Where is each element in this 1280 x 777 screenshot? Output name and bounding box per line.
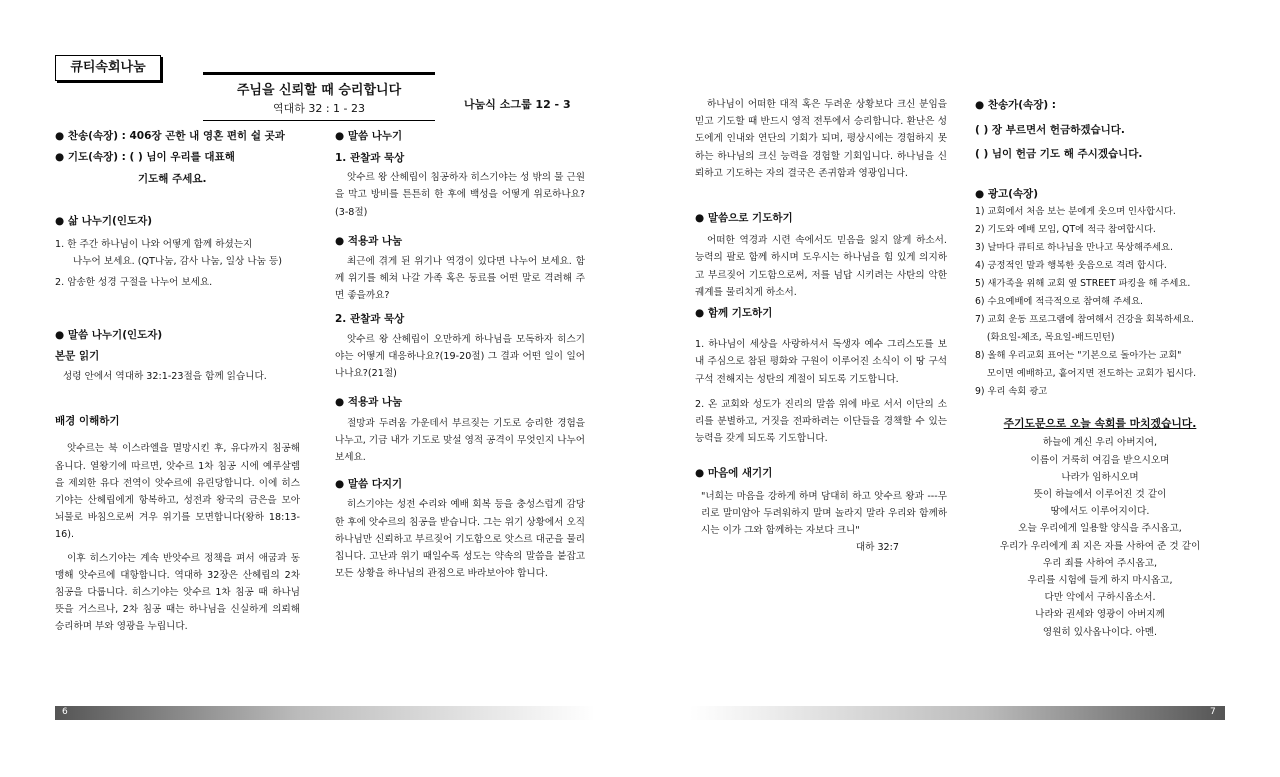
announcement-item: 3) 날마다 큐티로 하나님을 만나고 묵상해주세요. xyxy=(975,242,1173,254)
lords-prayer-line: 오늘 우리에게 일용할 양식을 주시옵고, xyxy=(1018,523,1182,535)
lords-prayer-line: 나라와 권세와 영광이 아버지께 xyxy=(1035,609,1165,621)
prayer-line-2: 기도해 주세요. xyxy=(138,173,207,185)
word-title: ● 말씀 나누기 xyxy=(335,130,403,142)
page-number-right: 7 xyxy=(1210,707,1216,717)
announcement-item: 1) 교회에서 처음 보는 분에게 웃으며 인사합시다. xyxy=(975,206,1176,218)
lords-prayer-line: 하늘에 계신 우리 아버지여, xyxy=(1042,437,1158,449)
life-item-2: 2. 암송한 성경 구절을 나누어 보세요. xyxy=(55,277,213,289)
lords-prayer-line: 다만 악에서 구하시옵소서. xyxy=(1044,592,1156,604)
background-paragraph-2: 이후 히스기야는 계속 반앗수르 정책을 펴서 애굽과 동맹해 앗수르에 대항합니다. 역대하 32장은 산헤립의 2차 침공을 다룹니다. 히스기야는 앗수르 1차 침공 때 하나님 뜻을 거스르나, 2차 침공 때는 하나님을 신실하게 의뢰해 승리하며 부와 영광을 누립니다. xyxy=(55,552,300,633)
lords-prayer-line: 땅에서도 이루어지이다. xyxy=(1050,506,1150,518)
lords-prayer-line: 우리 죄를 사하여 주시옵고, xyxy=(1042,557,1158,569)
life-sharing-title: ● 삶 나누기(인도자) xyxy=(55,215,153,227)
column-4 xyxy=(975,96,1225,641)
background-title: 배경 이해하기 xyxy=(55,415,120,428)
together-title: ● 함께 기도하기 xyxy=(695,307,773,320)
pray-word-title: ● 말씀으로 기도하기 xyxy=(695,212,793,225)
application-1-text: 최근에 겪게 된 위기나 역경이 있다면 나누어 보세요. 함께 위기를 헤쳐 나갈 가족 혹은 동료를 어떤 말로 격려해 주면 좋을까요? xyxy=(335,256,585,302)
footer-bar-right xyxy=(690,706,1225,720)
intro-text: 하나님이 어떠한 대적 혹은 두려운 상황보다 크신 분임을 믿고 기도할 때 반드시 영적 전투에서 승리합니다. 환난은 성도에게 인내와 연단의 기회가 되며, 평상시에는 경험하지 못하는 하나님의 크신 능력을 경험할 기회입니다. 하나님을 신뢰하고 기도하는 자의 결국은 존귀함과 영광입니다. xyxy=(695,99,947,179)
footer-bar-left xyxy=(55,706,595,720)
life-item-1-cont: 나누어 보세요. (QT나눔, 감사 나눔, 일상 나눔 등) xyxy=(73,256,282,268)
column-2 xyxy=(335,126,585,582)
lords-prayer-line: 이름이 거룩히 여김을 받으시오며 xyxy=(1030,454,1170,466)
page-title: 주님을 신뢰할 때 승리합니다 xyxy=(236,83,402,98)
column-1 xyxy=(55,126,300,636)
lords-prayer-line: 영원히 있사옵나이다. 아멘. xyxy=(1042,626,1158,638)
section-tag: 큐티속회나눔 xyxy=(55,55,161,81)
announcements-title: ● 광고(속장) xyxy=(975,188,1038,200)
announcement-item: 4) 긍정적인 말과 행복한 웃음으로 격려 합시다. xyxy=(975,260,1167,272)
together-item-1: 1. 하나님이 세상을 사랑하셔서 독생자 예수 그리스도를 보내 주심으로 참된 평화와 구원이 이루어진 소식이 이 땅 구석구석 전해지는 성탄의 계절이 되도록 기도합니다. xyxy=(695,339,947,385)
column-3 xyxy=(695,96,947,556)
together-item-2: 2. 온 교회와 성도가 진리의 말씀 위에 바로 서서 이단의 소리를 분별하고, 거짓을 전파하려는 이단들을 경책할 수 있는 능력을 갖게 되도록 기도합니다. xyxy=(695,398,947,445)
life-item-1: 1. 한 주간 하나님이 나와 어떻게 함께 하셨는지 xyxy=(55,239,253,250)
offering-line: ( ) 장 부르면서 헌금하겠습니다. xyxy=(975,124,1125,136)
lords-prayer-title: 주기도문으로 오늘 속회를 마치겠습니다. xyxy=(1003,417,1197,431)
announcement-item: 8) 올해 우리교회 표어는 "기본으로 돌아가는 교회" xyxy=(975,350,1182,362)
announcement-item: 6) 수요예배에 적극적으로 참여해 주세요. xyxy=(975,296,1144,308)
lords-prayer xyxy=(975,434,1225,640)
lords-prayer-line: 우리를 시험에 들게 하지 마시옵고, xyxy=(1027,575,1173,587)
announcement-item: 9) 우리 속회 광고 xyxy=(975,386,1048,398)
lords-prayer-line: 뜻이 하늘에서 이루어진 것 같이 xyxy=(1033,489,1167,501)
observation-2-text: 앗수르 왕 산헤립이 오만하게 하나님을 모독하자 히스기야는 어떻게 대응하나요?(19-20절) 그 결과 어떤 일이 일어나나요?(21절) xyxy=(335,333,585,380)
background-paragraph-1: 앗수르는 북 이스라엘을 멸망시킨 후, 유다까지 침공해 옵니다. 열왕기에 따르면, 앗수르 1차 침공 시에 예루살렘을 제외한 유다 전역이 앗수르에 유린당합니다. 이에 히스기야는 산헤립에게 항복하고, 성전과 왕국의 금은을 모아 뇌물로 바침으로써 겨우 위기를 모면합니다(왕하 18:13-16). xyxy=(55,443,300,541)
offering-hymn-title: ● 찬송가(속장) : xyxy=(975,99,1056,111)
announcement-item: 2) 기도와 예배 모임, QT에 적극 참여합시다. xyxy=(975,224,1156,236)
observation-1-title: 1. 관찰과 묵상 xyxy=(335,152,405,164)
announcement-item: (화요일-체조, 목요일-배드민턴) xyxy=(975,332,1115,344)
application-2-text: 절망과 두려움 가운데서 부르짖는 기도로 승리한 경험을 나누고, 기금 내가 기도로 맞설 영적 공격이 무엇인지 나누어 보세요. xyxy=(335,417,585,464)
announcement-item: 5) 새가족을 위해 교회 옆 STREET 파킹을 해 주세요. xyxy=(975,278,1191,290)
reading-title: 본문 읽기 xyxy=(55,349,100,362)
pray-word-text: 어떠한 역경과 시련 속에서도 믿음을 잃지 않게 하소서. 능력의 팔로 함께 하시며 도우시는 하나님을 힘 있게 의지하고 부르짖어 기도함으로써, 저를 넘답 시키려는 사탄의 악한 궤계를 물리치게 하소서. xyxy=(695,235,947,298)
announcement-item: 7) 교회 운동 프로그램에 참여해서 건강을 회복하세요. xyxy=(975,314,1194,326)
heart-title: ● 마음에 새기기 xyxy=(695,467,773,480)
resolve-text: 히스기야는 성전 수리와 예배 회복 등을 충성스럽게 감당한 후에 앗수르의 침공을 받습니다. 그는 위기 상황에서 오직 하나님만 신뢰하고 부르짖어 기도함으로 앗스르 대군을 물리칩니다. 고난과 위기 때일수록 성도는 약속의 말씀을 붙잡고 모든 상황을 하나님의 관점으로 바라보아야 합니다. xyxy=(335,499,585,580)
resolve-title: ● 말씀 다지기 xyxy=(335,478,403,491)
heart-reference: 대하 32:7 xyxy=(855,542,899,554)
group-label: 나눔식 소그룹 12 - 3 xyxy=(464,98,571,111)
scripture-reference: 역대하 32 : 1 - 23 xyxy=(272,102,366,115)
prayer-line: ● 기도(속장) : ( ) 님이 우리를 대표해 xyxy=(55,151,235,163)
announcements-list xyxy=(975,203,1225,401)
heart-verse: "너희는 마음을 강하게 하며 담대히 하고 앗수르 왕과 ---무리로 말미암아 두려워하지 말며 놀라지 말라 우리와 함께하시는 이가 그와 함께하는 자보다 크니" xyxy=(701,490,947,537)
observation-1-text: 앗수르 왕 산헤립이 침공하자 히스기야는 성 밖의 물 근원을 막고 방비를 튼튼히 한 후에 백성을 어떻게 위로하나요?(3-8절) xyxy=(335,172,585,218)
page-number-left: 6 xyxy=(62,707,68,717)
application-1-title: ● 적용과 나눔 xyxy=(335,234,403,247)
word-sharing-title: ● 말씀 나누기(인도자) xyxy=(55,328,163,341)
title-banner xyxy=(203,72,435,121)
reading-text: 성령 안에서 역대하 32:1-23절을 함께 읽습니다. xyxy=(63,371,267,383)
lords-prayer-line: 우리가 우리에게 죄 지은 자를 사하여 준 것 같이 xyxy=(999,540,1201,552)
observation-2-title: 2. 관찰과 묵상 xyxy=(335,312,405,325)
offering-prayer-line: ( ) 님이 헌금 기도 해 주시겠습니다. xyxy=(975,148,1143,160)
application-2-title: ● 적용과 나눔 xyxy=(335,396,403,409)
lords-prayer-line: 나라가 임하시오며 xyxy=(1061,471,1139,483)
announcement-item: 모이면 예배하고, 흩어지면 전도하는 교회가 됩시다. xyxy=(975,368,1197,380)
hymn-line: ● 찬송(속장) : 406장 곤한 내 영혼 편히 쉴 곳과 xyxy=(55,130,285,142)
